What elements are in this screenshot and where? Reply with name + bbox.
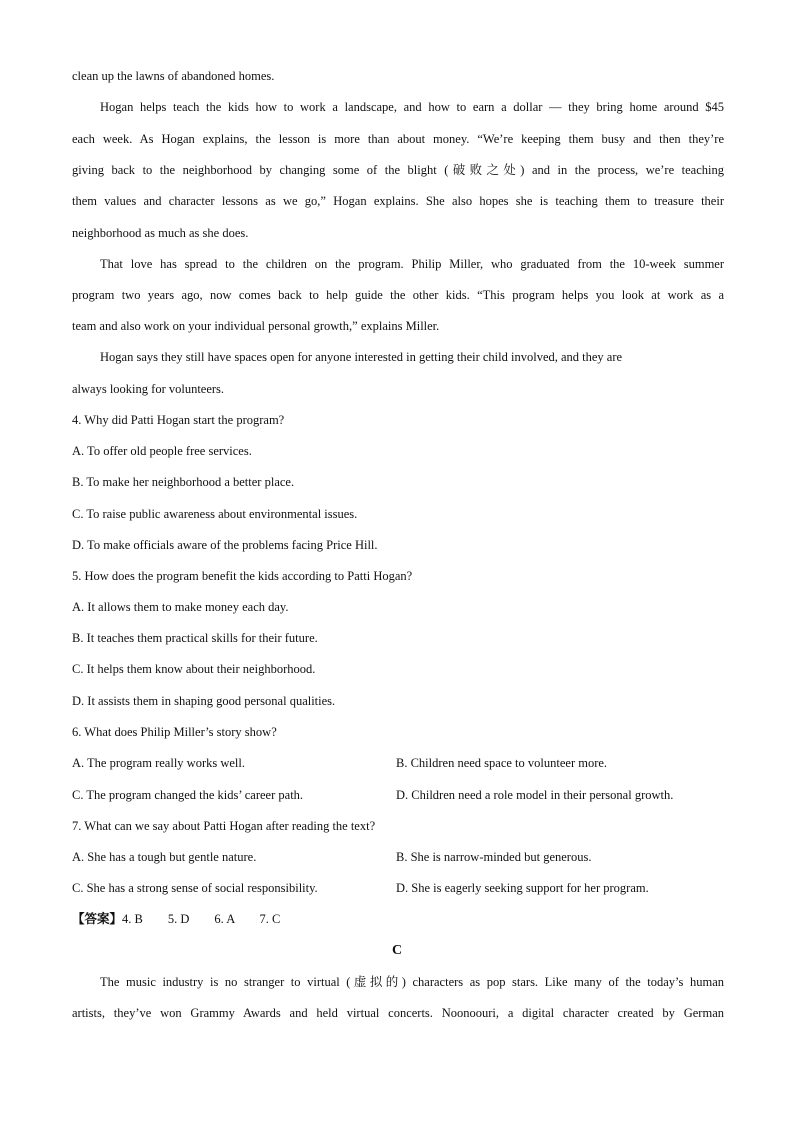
paragraph-line: Hogan says they still have spaces open for anyone interested in getting their child involved, and they are xyxy=(100,350,623,364)
question-stem: 7. What can we say about Patti Hogan after reading the text? xyxy=(72,819,376,833)
question-stem: 6. What does Philip Miller’s story show? xyxy=(72,725,277,739)
question-stem: 4. Why did Patti Hogan start the program? xyxy=(72,413,285,427)
section-heading: C xyxy=(391,943,403,958)
answer-label: 【答案】 xyxy=(72,912,123,926)
question-option-row xyxy=(72,755,724,771)
paragraph-line: team and also work on your individual personal growth,” explains Miller. xyxy=(72,319,440,333)
question-option: D. It assists them in shaping good personal qualities. xyxy=(72,694,336,708)
paragraph-line: program two years ago, now comes back to help guide the other kids. “This program helps you look at work as a xyxy=(72,288,724,302)
paragraph-line: them values and character lessons as we go,” Hogan explains. She also hopes she is teaching them to treasure their xyxy=(72,194,724,208)
paragraph-line: clean up the lawns of abandoned homes. xyxy=(72,69,275,83)
question-option-row xyxy=(72,849,724,865)
paragraph-line: That love has spread to the children on the program. Philip Miller, who graduated from the 10-week summer xyxy=(100,257,724,271)
question-option: D. Children need a role model in their personal growth. xyxy=(396,788,674,802)
question-stem: 5. How does the program benefit the kids according to Patti Hogan? xyxy=(72,569,413,583)
question-option: B. To make her neighborhood a better place. xyxy=(72,475,295,489)
paragraph-line: each week. As Hogan explains, the lesson is more than about money. “We’re keeping them busy and then they’re xyxy=(72,132,724,146)
question-option: C. It helps them know about their neighborhood. xyxy=(72,662,316,676)
question-option-row xyxy=(72,787,724,803)
question-option: A. It allows them to make money each day. xyxy=(72,600,289,614)
question-option: A. To offer old people free services. xyxy=(72,444,252,458)
paragraph-line: always looking for volunteers. xyxy=(72,382,225,396)
paragraph-line: The music industry is no stranger to virtual (虚拟的) characters as pop stars. Like many of the today’s human xyxy=(100,975,724,989)
answer-line xyxy=(72,911,724,927)
paragraph-line: neighborhood as much as she does. xyxy=(72,226,249,240)
question-option: B. Children need space to volunteer more. xyxy=(396,756,608,770)
question-option: C. She has a strong sense of social responsibility. xyxy=(72,881,318,895)
question-option: C. The program changed the kids’ career path. xyxy=(72,788,304,802)
paragraph-line: artists, they’ve won Grammy Awards and held virtual concerts. Noonoouri, a digital character created by German xyxy=(72,1006,724,1020)
question-option: B. It teaches them practical skills for their future. xyxy=(72,631,318,645)
paragraph-line: giving back to the neighborhood by changing some of the blight (破败之处) and in the process, we’re teaching xyxy=(72,163,724,177)
question-option: D. She is eagerly seeking support for her program. xyxy=(396,881,649,895)
question-option: B. She is narrow-minded but generous. xyxy=(396,850,592,864)
question-option: A. She has a tough but gentle nature. xyxy=(72,850,257,864)
answer-values: 4. B 5. D 6. A 7. C xyxy=(122,912,281,926)
question-option: D. To make officials aware of the problems facing Price Hill. xyxy=(72,538,378,552)
question-option-row xyxy=(72,880,724,896)
paragraph-line: Hogan helps teach the kids how to work a landscape, and how to earn a dollar — they bring home around $45 xyxy=(100,100,724,114)
question-option: A. The program really works well. xyxy=(72,756,245,770)
question-option: C. To raise public awareness about environmental issues. xyxy=(72,507,358,521)
